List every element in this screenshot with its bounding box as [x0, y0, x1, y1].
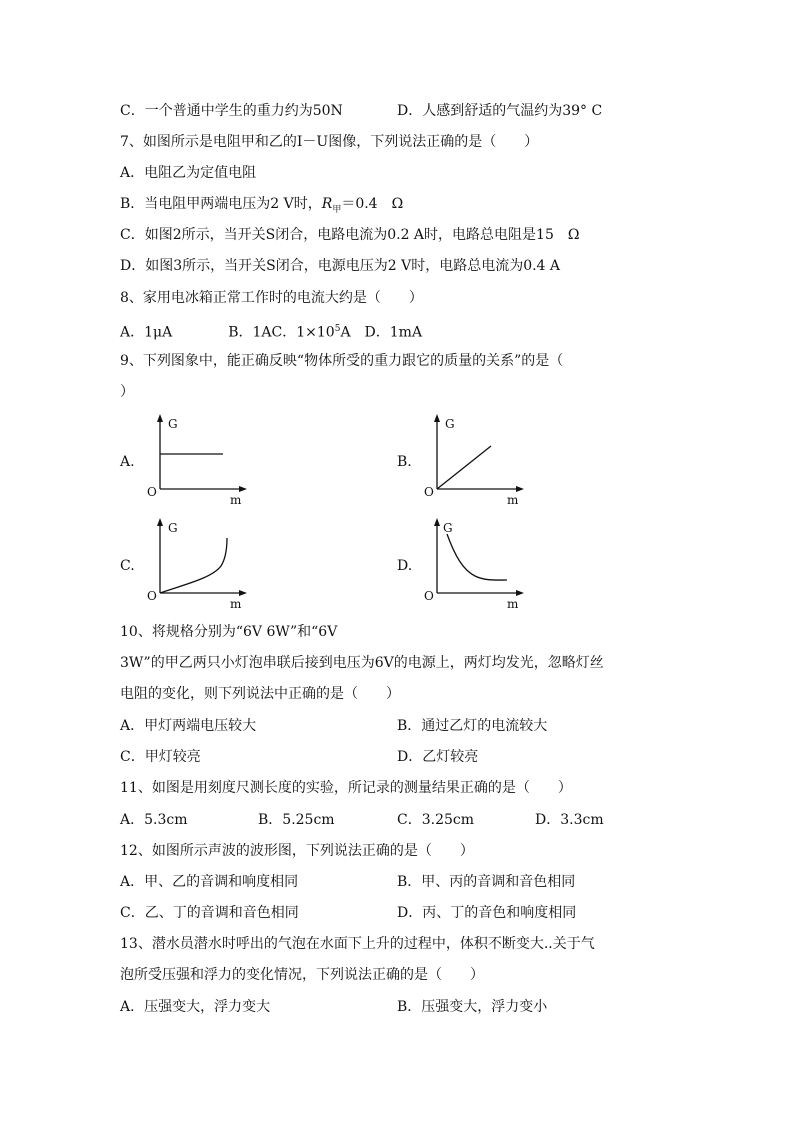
- q8-options-pre: A．1μA B．1AC．1×10: [120, 324, 335, 341]
- q7-option-a: A．电阻乙为定值电阻: [120, 165, 257, 181]
- q7-option-c: C．如图2所示，当开关S闭合，电路电流为0.2 A时，电路总电阻是15 Ω: [120, 227, 580, 243]
- graph-d-y-label: G: [443, 521, 453, 535]
- q8-options: [120, 319, 422, 343]
- q13-stem-cont: 泡所受压强和浮力的变化情况，下列说法正确的是（ ）: [120, 967, 484, 983]
- graph-d-x-arrow: [516, 590, 524, 596]
- q10-option-d: D．乙灯较亮: [397, 749, 479, 765]
- q6-option-d: D．人感到舒适的气温约为39° C: [397, 103, 603, 119]
- graph-a-origin: O: [147, 485, 157, 499]
- q7b-r-subscript: 甲: [332, 204, 342, 215]
- q7b-text-post: ＝0.4 Ω: [341, 196, 404, 212]
- graph-a-x-label: m: [230, 493, 242, 507]
- q8-options-sup: 5: [334, 324, 341, 334]
- graph-c-y-label: G: [168, 521, 178, 535]
- graph-d-x-label: m: [507, 597, 519, 611]
- q9-stem: 9、下列图象中，能正确反映“物体所受的重力跟它的质量的关系”的是（: [120, 353, 564, 369]
- graph-c: [146, 516, 256, 616]
- graph-b-y-arrow: [434, 414, 440, 422]
- q9-stem-cont: ）: [120, 384, 134, 400]
- graph-b-label: B.: [397, 454, 412, 470]
- graph-d-curve: [447, 534, 507, 580]
- q7-option-d: D．如图3所示，当开关S闭合，电源电压为2 V时，电路总电流为0.4 A: [120, 258, 561, 274]
- graph-a-y-label: G: [168, 417, 178, 431]
- graph-b-origin: O: [424, 485, 434, 499]
- q12-option-b: B．甲、丙的音调和音色相同: [397, 874, 576, 890]
- graph-b-y-label: G: [445, 417, 455, 431]
- graph-b-x-label: m: [507, 493, 519, 507]
- graph-b-curve: [437, 446, 491, 489]
- graph-c-y-arrow: [157, 518, 163, 526]
- graph-d-y-arrow: [434, 518, 440, 526]
- q10-stem: 10、将规格分别为“6V 6W”和“6V: [120, 624, 338, 640]
- graph-c-x-label: m: [230, 597, 242, 611]
- q13-stem: 13、潜水员潜水时呼出的气泡在水面下上升的过程中，体积不断变大..关于气: [120, 936, 595, 952]
- graph-d-origin: O: [424, 589, 434, 603]
- graph-c-x-arrow: [239, 590, 247, 596]
- graph-b-x-arrow: [516, 486, 524, 492]
- graph-c-label: C.: [120, 558, 135, 574]
- graph-a-x-arrow: [239, 486, 247, 492]
- q12-option-a: A．甲、乙的音调和响度相同: [120, 874, 299, 890]
- q11-option-d: D．3.3cm: [535, 812, 604, 828]
- graph-c-curve: [160, 538, 227, 593]
- q10-option-a: A．甲灯两端电压较大: [120, 718, 257, 734]
- q13-option-a: A．压强变大，浮力变大: [120, 999, 271, 1015]
- q6-option-c: C．一个普通中学生的重力约为50N: [120, 103, 343, 119]
- graph-d: [423, 516, 533, 616]
- graph-a: [146, 412, 256, 512]
- q13-option-b: B．压强变大，浮力变小: [397, 999, 548, 1015]
- q7b-text-pre: B．当电阻甲两端电压为2 V时，: [120, 196, 322, 212]
- q12-stem: 12、如图所示声波的波形图，下列说法正确的是（ ）: [120, 843, 474, 859]
- q7b-r-symbol: R: [321, 196, 333, 212]
- q12-option-d: D．丙、丁的音色和响度相同: [397, 905, 577, 921]
- q7-option-b: [120, 194, 403, 220]
- q10-option-c: C．甲灯较亮: [120, 749, 201, 765]
- graph-c-origin: O: [147, 589, 157, 603]
- q11-option-b: B．5.25cm: [258, 812, 335, 828]
- q11-stem: 11、如图是用刻度尺测长度的实验，所记录的测量结果正确的是（ ）: [120, 780, 572, 796]
- q10-stem-cont2: 电阻的变化，则下列说法中正确的是（ ）: [120, 686, 400, 702]
- graph-b: [423, 412, 533, 512]
- q8-stem: 8、家用电冰箱正常工作时的电流大约是（ ）: [120, 290, 423, 306]
- q10-option-b: B．通过乙灯的电流较大: [397, 718, 548, 734]
- graph-d-label: D.: [397, 558, 413, 574]
- graph-a-y-arrow: [157, 414, 163, 422]
- q8-options-post: A D．1mA: [340, 324, 423, 341]
- q11-option-a: A．5.3cm: [120, 812, 188, 828]
- q10-stem-cont1: 3W”的甲乙两只小灯泡串联后接到电压为6V的电源上，两灯均发光，忽略灯丝: [120, 655, 604, 671]
- graph-a-label: A.: [120, 454, 135, 470]
- q7-stem: 7、如图所示是电阻甲和乙的I－U图像，下列说法正确的是（ ）: [120, 134, 539, 150]
- q11-option-c: C．3.25cm: [397, 812, 474, 828]
- q12-option-c: C．乙、丁的音调和音色相同: [120, 905, 299, 921]
